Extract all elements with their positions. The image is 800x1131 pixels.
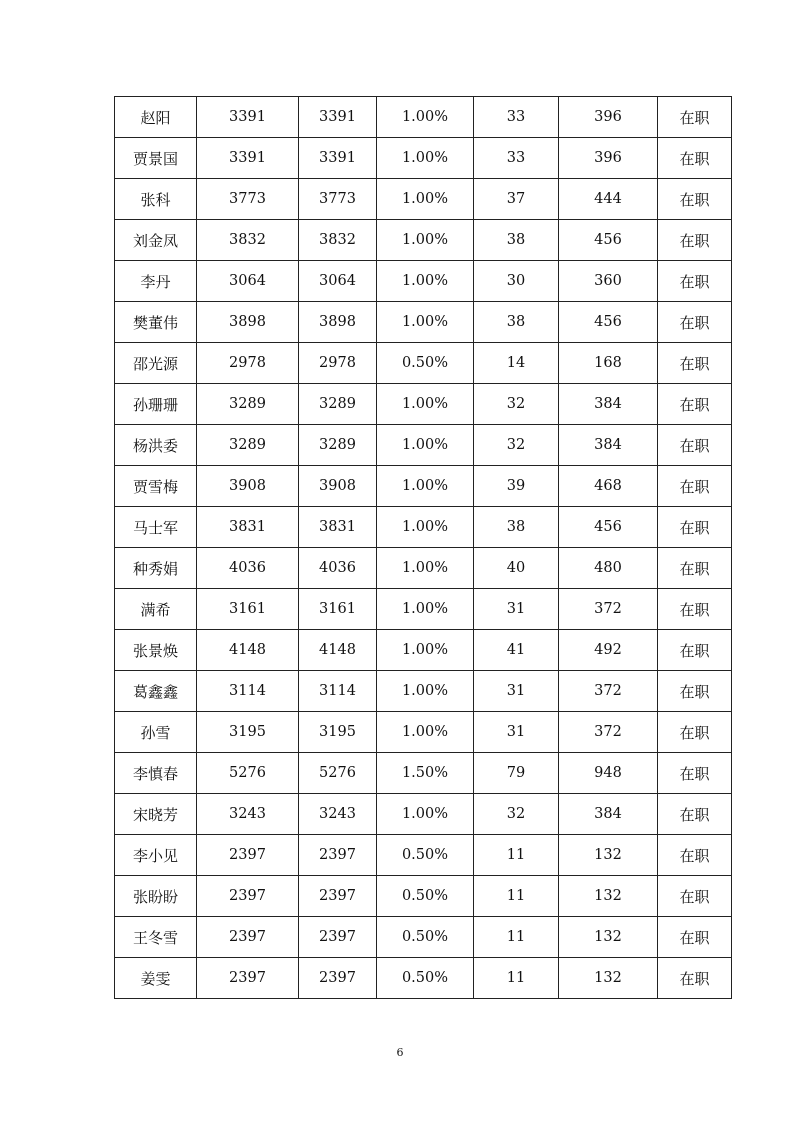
rate-cell: 1.00%: [377, 507, 474, 548]
status-cell: 在职: [658, 261, 732, 302]
status-cell: 在职: [658, 138, 732, 179]
annual-amount-cell: 372: [559, 671, 658, 712]
monthly-amount-cell: 14: [474, 343, 559, 384]
table-row: [115, 97, 732, 138]
table-row: [115, 138, 732, 179]
annual-amount-cell: 492: [559, 630, 658, 671]
rate-cell: 1.00%: [377, 220, 474, 261]
status-cell: 在职: [658, 220, 732, 261]
base-salary-cell: 5276: [197, 753, 299, 794]
table-row: [115, 876, 732, 917]
name-cell: 张科: [115, 179, 197, 220]
rate-cell: 1.00%: [377, 671, 474, 712]
table-row: [115, 425, 732, 466]
monthly-amount-cell: 33: [474, 97, 559, 138]
table-row: [115, 343, 732, 384]
base-salary-cell: 4036: [197, 548, 299, 589]
table-row: [115, 917, 732, 958]
contribution-base-cell: 3832: [299, 220, 377, 261]
table-row: [115, 712, 732, 753]
annual-amount-cell: 132: [559, 917, 658, 958]
annual-amount-cell: 372: [559, 589, 658, 630]
annual-amount-cell: 168: [559, 343, 658, 384]
rate-cell: 1.00%: [377, 261, 474, 302]
contribution-base-cell: 3908: [299, 466, 377, 507]
monthly-amount-cell: 31: [474, 712, 559, 753]
name-cell: 杨洪委: [115, 425, 197, 466]
monthly-amount-cell: 40: [474, 548, 559, 589]
status-cell: 在职: [658, 548, 732, 589]
base-salary-cell: 3064: [197, 261, 299, 302]
contribution-base-cell: 3391: [299, 97, 377, 138]
table-row: [115, 548, 732, 589]
rate-cell: 1.00%: [377, 794, 474, 835]
base-salary-cell: 3898: [197, 302, 299, 343]
contribution-base-cell: 2397: [299, 958, 377, 999]
rate-cell: 1.00%: [377, 302, 474, 343]
table-row: [115, 302, 732, 343]
rate-cell: 0.50%: [377, 876, 474, 917]
name-cell: 贾雪梅: [115, 466, 197, 507]
name-cell: 孙珊珊: [115, 384, 197, 425]
base-salary-cell: 2397: [197, 835, 299, 876]
base-salary-cell: 2397: [197, 876, 299, 917]
table-row: [115, 179, 732, 220]
annual-amount-cell: 132: [559, 958, 658, 999]
rate-cell: 0.50%: [377, 958, 474, 999]
contribution-base-cell: 3289: [299, 384, 377, 425]
monthly-amount-cell: 38: [474, 220, 559, 261]
table-row: [115, 630, 732, 671]
monthly-amount-cell: 11: [474, 876, 559, 917]
base-salary-cell: 2978: [197, 343, 299, 384]
status-cell: 在职: [658, 794, 732, 835]
table-row: [115, 835, 732, 876]
contribution-base-cell: 3161: [299, 589, 377, 630]
table-row: [115, 794, 732, 835]
status-cell: 在职: [658, 343, 732, 384]
annual-amount-cell: 396: [559, 138, 658, 179]
monthly-amount-cell: 79: [474, 753, 559, 794]
annual-amount-cell: 132: [559, 835, 658, 876]
name-cell: 宋晓芳: [115, 794, 197, 835]
monthly-amount-cell: 32: [474, 384, 559, 425]
status-cell: 在职: [658, 302, 732, 343]
rate-cell: 1.00%: [377, 384, 474, 425]
table-row: [115, 466, 732, 507]
status-cell: 在职: [658, 630, 732, 671]
rate-cell: 1.00%: [377, 97, 474, 138]
base-salary-cell: 3391: [197, 138, 299, 179]
employee-table: [114, 96, 732, 999]
contribution-base-cell: 3064: [299, 261, 377, 302]
rate-cell: 1.00%: [377, 548, 474, 589]
monthly-amount-cell: 39: [474, 466, 559, 507]
contribution-base-cell: 3243: [299, 794, 377, 835]
rate-cell: 1.00%: [377, 425, 474, 466]
base-salary-cell: 4148: [197, 630, 299, 671]
table-row: [115, 671, 732, 712]
contribution-base-cell: 2397: [299, 917, 377, 958]
annual-amount-cell: 456: [559, 220, 658, 261]
table-row: [115, 958, 732, 999]
rate-cell: 1.00%: [377, 712, 474, 753]
rate-cell: 1.00%: [377, 138, 474, 179]
monthly-amount-cell: 33: [474, 138, 559, 179]
annual-amount-cell: 456: [559, 302, 658, 343]
rate-cell: 1.00%: [377, 589, 474, 630]
base-salary-cell: 3773: [197, 179, 299, 220]
name-cell: 李小见: [115, 835, 197, 876]
name-cell: 马士军: [115, 507, 197, 548]
monthly-amount-cell: 41: [474, 630, 559, 671]
base-salary-cell: 2397: [197, 917, 299, 958]
contribution-base-cell: 3114: [299, 671, 377, 712]
rate-cell: 1.00%: [377, 466, 474, 507]
status-cell: 在职: [658, 97, 732, 138]
rate-cell: 1.00%: [377, 179, 474, 220]
contribution-base-cell: 2397: [299, 876, 377, 917]
rate-cell: 0.50%: [377, 343, 474, 384]
status-cell: 在职: [658, 958, 732, 999]
base-salary-cell: 3831: [197, 507, 299, 548]
page-number: 6: [396, 1046, 404, 1059]
monthly-amount-cell: 31: [474, 671, 559, 712]
contribution-base-cell: 2978: [299, 343, 377, 384]
base-salary-cell: 3908: [197, 466, 299, 507]
name-cell: 王冬雪: [115, 917, 197, 958]
name-cell: 姜雯: [115, 958, 197, 999]
name-cell: 满希: [115, 589, 197, 630]
base-salary-cell: 3161: [197, 589, 299, 630]
annual-amount-cell: 132: [559, 876, 658, 917]
contribution-base-cell: 5276: [299, 753, 377, 794]
annual-amount-cell: 456: [559, 507, 658, 548]
status-cell: 在职: [658, 835, 732, 876]
name-cell: 赵阳: [115, 97, 197, 138]
contribution-base-cell: 4036: [299, 548, 377, 589]
base-salary-cell: 3289: [197, 384, 299, 425]
annual-amount-cell: 384: [559, 384, 658, 425]
status-cell: 在职: [658, 712, 732, 753]
name-cell: 邵光源: [115, 343, 197, 384]
status-cell: 在职: [658, 753, 732, 794]
base-salary-cell: 3832: [197, 220, 299, 261]
status-cell: 在职: [658, 507, 732, 548]
base-salary-cell: 3289: [197, 425, 299, 466]
annual-amount-cell: 948: [559, 753, 658, 794]
rate-cell: 0.50%: [377, 835, 474, 876]
table-row: [115, 507, 732, 548]
contribution-base-cell: 3195: [299, 712, 377, 753]
annual-amount-cell: 372: [559, 712, 658, 753]
monthly-amount-cell: 11: [474, 917, 559, 958]
monthly-amount-cell: 32: [474, 425, 559, 466]
annual-amount-cell: 444: [559, 179, 658, 220]
name-cell: 张景焕: [115, 630, 197, 671]
table-row: [115, 589, 732, 630]
status-cell: 在职: [658, 917, 732, 958]
name-cell: 孙雪: [115, 712, 197, 753]
status-cell: 在职: [658, 425, 732, 466]
monthly-amount-cell: 38: [474, 302, 559, 343]
table-row: [115, 220, 732, 261]
monthly-amount-cell: 37: [474, 179, 559, 220]
rate-cell: 1.00%: [377, 630, 474, 671]
annual-amount-cell: 396: [559, 97, 658, 138]
monthly-amount-cell: 32: [474, 794, 559, 835]
base-salary-cell: 3114: [197, 671, 299, 712]
name-cell: 樊董伟: [115, 302, 197, 343]
monthly-amount-cell: 31: [474, 589, 559, 630]
table-row: [115, 753, 732, 794]
contribution-base-cell: 2397: [299, 835, 377, 876]
contribution-base-cell: 3898: [299, 302, 377, 343]
name-cell: 张盼盼: [115, 876, 197, 917]
base-salary-cell: 3243: [197, 794, 299, 835]
status-cell: 在职: [658, 179, 732, 220]
monthly-amount-cell: 11: [474, 835, 559, 876]
monthly-amount-cell: 11: [474, 958, 559, 999]
name-cell: 葛鑫鑫: [115, 671, 197, 712]
name-cell: 种秀娟: [115, 548, 197, 589]
name-cell: 贾景国: [115, 138, 197, 179]
monthly-amount-cell: 38: [474, 507, 559, 548]
status-cell: 在职: [658, 384, 732, 425]
monthly-amount-cell: 30: [474, 261, 559, 302]
annual-amount-cell: 468: [559, 466, 658, 507]
annual-amount-cell: 360: [559, 261, 658, 302]
base-salary-cell: 2397: [197, 958, 299, 999]
base-salary-cell: 3195: [197, 712, 299, 753]
status-cell: 在职: [658, 671, 732, 712]
rate-cell: 1.50%: [377, 753, 474, 794]
contribution-base-cell: 3391: [299, 138, 377, 179]
table-row: [115, 261, 732, 302]
table-body: [115, 97, 732, 999]
name-cell: 刘金凤: [115, 220, 197, 261]
status-cell: 在职: [658, 466, 732, 507]
contribution-base-cell: 3773: [299, 179, 377, 220]
rate-cell: 0.50%: [377, 917, 474, 958]
base-salary-cell: 3391: [197, 97, 299, 138]
contribution-base-cell: 3289: [299, 425, 377, 466]
table-row: [115, 384, 732, 425]
contribution-base-cell: 4148: [299, 630, 377, 671]
contribution-base-cell: 3831: [299, 507, 377, 548]
status-cell: 在职: [658, 876, 732, 917]
status-cell: 在职: [658, 589, 732, 630]
annual-amount-cell: 384: [559, 794, 658, 835]
name-cell: 李丹: [115, 261, 197, 302]
annual-amount-cell: 480: [559, 548, 658, 589]
name-cell: 李慎春: [115, 753, 197, 794]
annual-amount-cell: 384: [559, 425, 658, 466]
